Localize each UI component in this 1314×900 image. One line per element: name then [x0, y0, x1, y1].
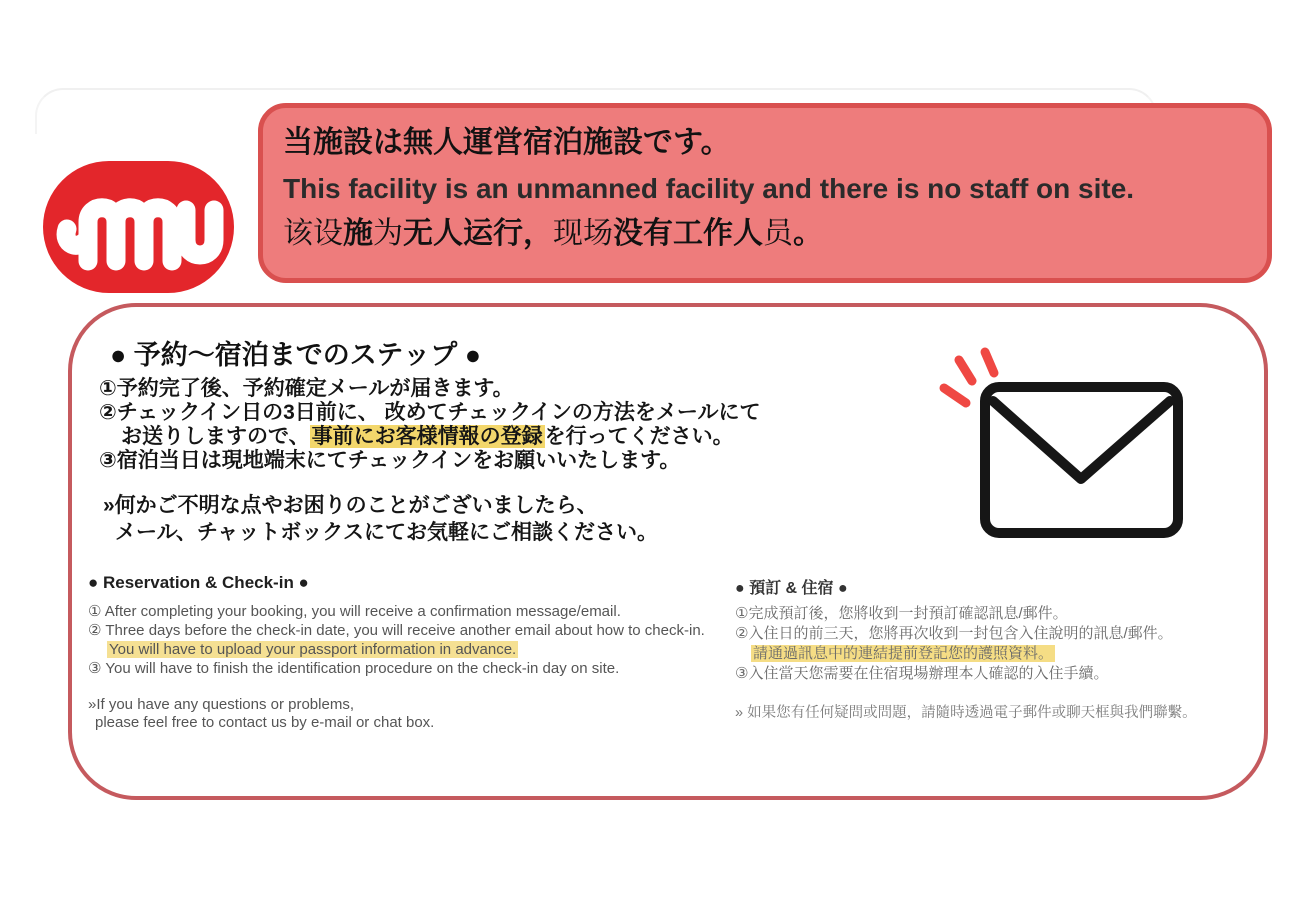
- text-line: ③入住當天您需要在住宿現場辦理本人確認的入住手續。: [735, 665, 1109, 682]
- text-line: 该设施为无人运行，现场没有工作人员。: [283, 217, 823, 250]
- text-line: メール、チャットボックスにてお気軽にご相談ください。: [115, 521, 659, 544]
- text-line: お送りしますので、事前にお客様情報の登録を行ってください。: [121, 425, 734, 448]
- banner-line-zh: [283, 211, 1257, 257]
- text-line: »If you have any questions or problems,: [88, 696, 354, 713]
- text-line: »何かご不明な点やお困りのことがございましたら、: [103, 494, 598, 517]
- email-envelope-icon: [930, 344, 1190, 544]
- banner-line-ja: 当施設は無人運営宿泊施設です。: [283, 126, 731, 159]
- ja-note: [103, 492, 658, 546]
- ja-steps: [99, 377, 761, 473]
- text-line: ① After completing your booking, you will receive a confirmation message/email.: [88, 603, 621, 620]
- text-line: 請通過訊息中的連結提前登記您的護照資料。: [753, 645, 1054, 662]
- banner-line-en: This facility is an unmanned facility and there is no staff on site.: [283, 173, 1135, 204]
- text-line: ② Three days before the check-in date, you will receive another email about how to check-in.: [88, 622, 705, 639]
- mu-logo: [40, 158, 237, 296]
- text-line: ②チェックイン日の3日前に、 改めてチェックインの方法をメールにて: [99, 401, 761, 424]
- zh-steps: [735, 604, 1173, 684]
- text-line: ③ You will have to finish the identification procedure on the check-in day on site.: [88, 660, 620, 677]
- text-line: ①予約完了後、予約確定メールが届きます。: [99, 377, 514, 400]
- text-line: You will have to upload your passport information in advance.: [109, 641, 517, 658]
- en-note: [88, 696, 434, 732]
- text-line: please feel free to contact us by e-mail or chat box.: [95, 714, 435, 731]
- zh-section-title: ● 預訂 & 住宿 ●: [735, 580, 848, 597]
- text-line: ③宿泊当日は現地端末にてチェックインをお願いいたします。: [99, 449, 681, 472]
- text-line: » 如果您有任何疑問或問題，請隨時透過電子郵件或聊天框與我們聯繫。: [735, 705, 1197, 721]
- en-section-title: ● Reservation & Check-in ●: [88, 573, 309, 592]
- zh-note: [735, 701, 1197, 722]
- text-line: ①完成預訂後，您將收到一封預訂確認訊息/郵件。: [735, 605, 1068, 622]
- ja-section-title: ● 予約～宿泊までのステップ ●: [110, 340, 482, 370]
- notice-banner: [258, 103, 1272, 283]
- en-steps: [88, 602, 705, 678]
- text-line: ②入住日的前三天，您將再次收到一封包含入住說明的訊息/郵件。: [735, 625, 1173, 642]
